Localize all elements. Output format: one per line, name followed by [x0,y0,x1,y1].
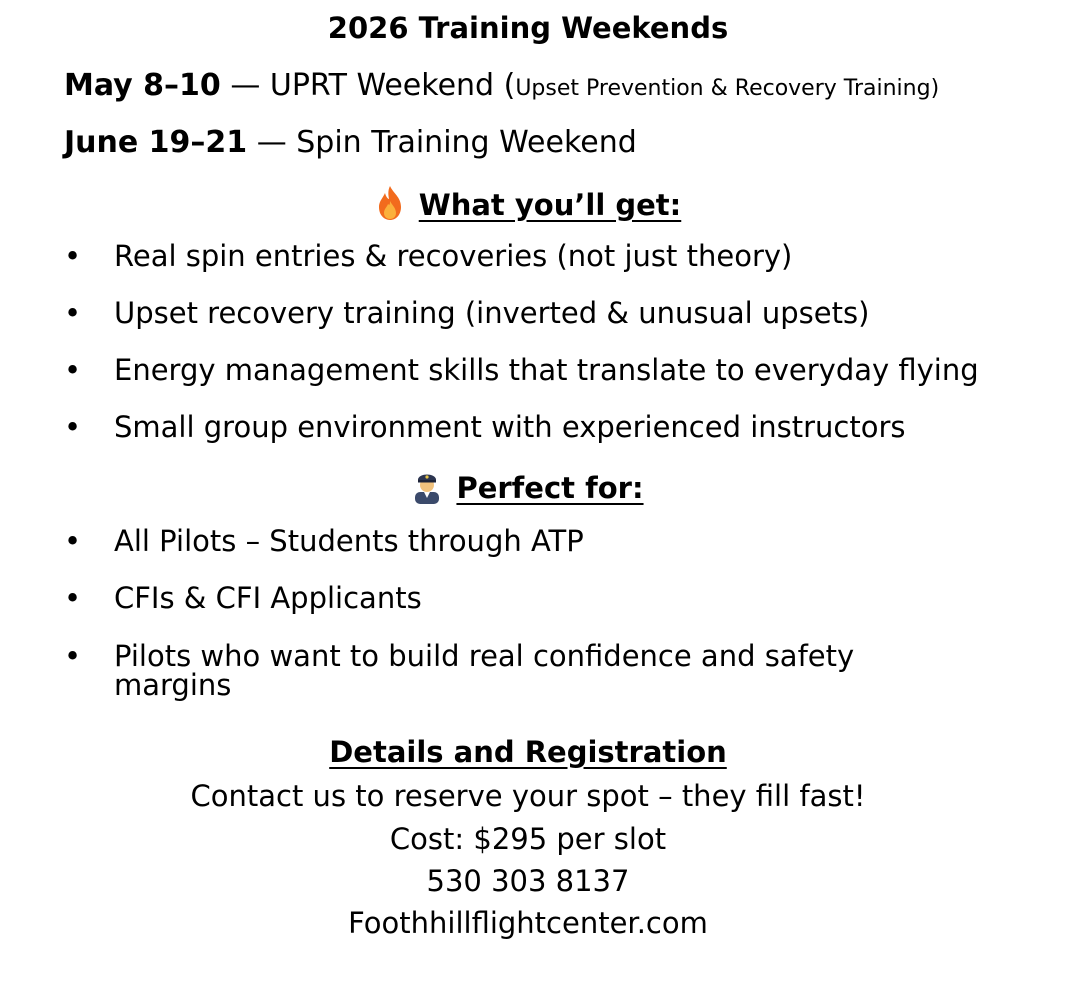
bullet-glyph: • [64,524,82,558]
section-heading-text: Perfect for: [456,471,644,505]
pilot-icon [412,470,442,504]
bullet-glyph: • [64,296,82,330]
schedule-item-uprt [64,68,940,103]
details-heading [0,735,1056,769]
fire-icon [375,185,405,221]
cost-text: Cost: $295 per slot [389,822,667,856]
list-item-text: Real spin entries & recoveries (not just theory) [114,239,793,273]
schedule-note: Upset Prevention & Recovery Training) [515,76,940,101]
list-item-text: CFIs & CFI Applicants [114,581,422,615]
section-heading-what-you-get [0,185,1056,221]
schedule-date: May 8–10 [64,68,221,103]
list-item-text: Upset recovery training (inverted & unusual upsets) [114,296,870,330]
bullet-glyph: • [64,639,82,673]
website-text: Foothhillflightcenter.com [348,906,708,940]
phone-number: 530 303 8137 [426,864,630,898]
schedule-date: June 19–21 [64,125,248,160]
bullet-glyph: • [64,581,82,615]
schedule-event: — UPRT Weekend ( [220,68,516,103]
schedule-event: — Spin Training Weekend [247,125,637,160]
contact-text: Contact us to reserve your spot – they fill fast! [190,779,866,813]
list-item-text: Small group environment with experienced instructors [114,410,906,444]
section-heading-text: What you’ll get: [418,188,682,222]
page-title: 2026 Training Weekends [327,11,729,45]
details-heading-text: Details and Registration [329,735,727,769]
bullet-glyph: • [64,239,82,273]
section-heading-perfect-for [0,470,1056,504]
list-item-text: Energy management skills that translate to everyday flying [114,353,979,387]
list-item-text: All Pilots – Students through ATP [114,524,584,558]
list-item-text: Pilots who want to build real confidence and safety margins [114,639,855,702]
bullet-glyph: • [64,353,82,387]
schedule-item-spin [64,125,637,160]
bullet-glyph: • [64,410,82,444]
